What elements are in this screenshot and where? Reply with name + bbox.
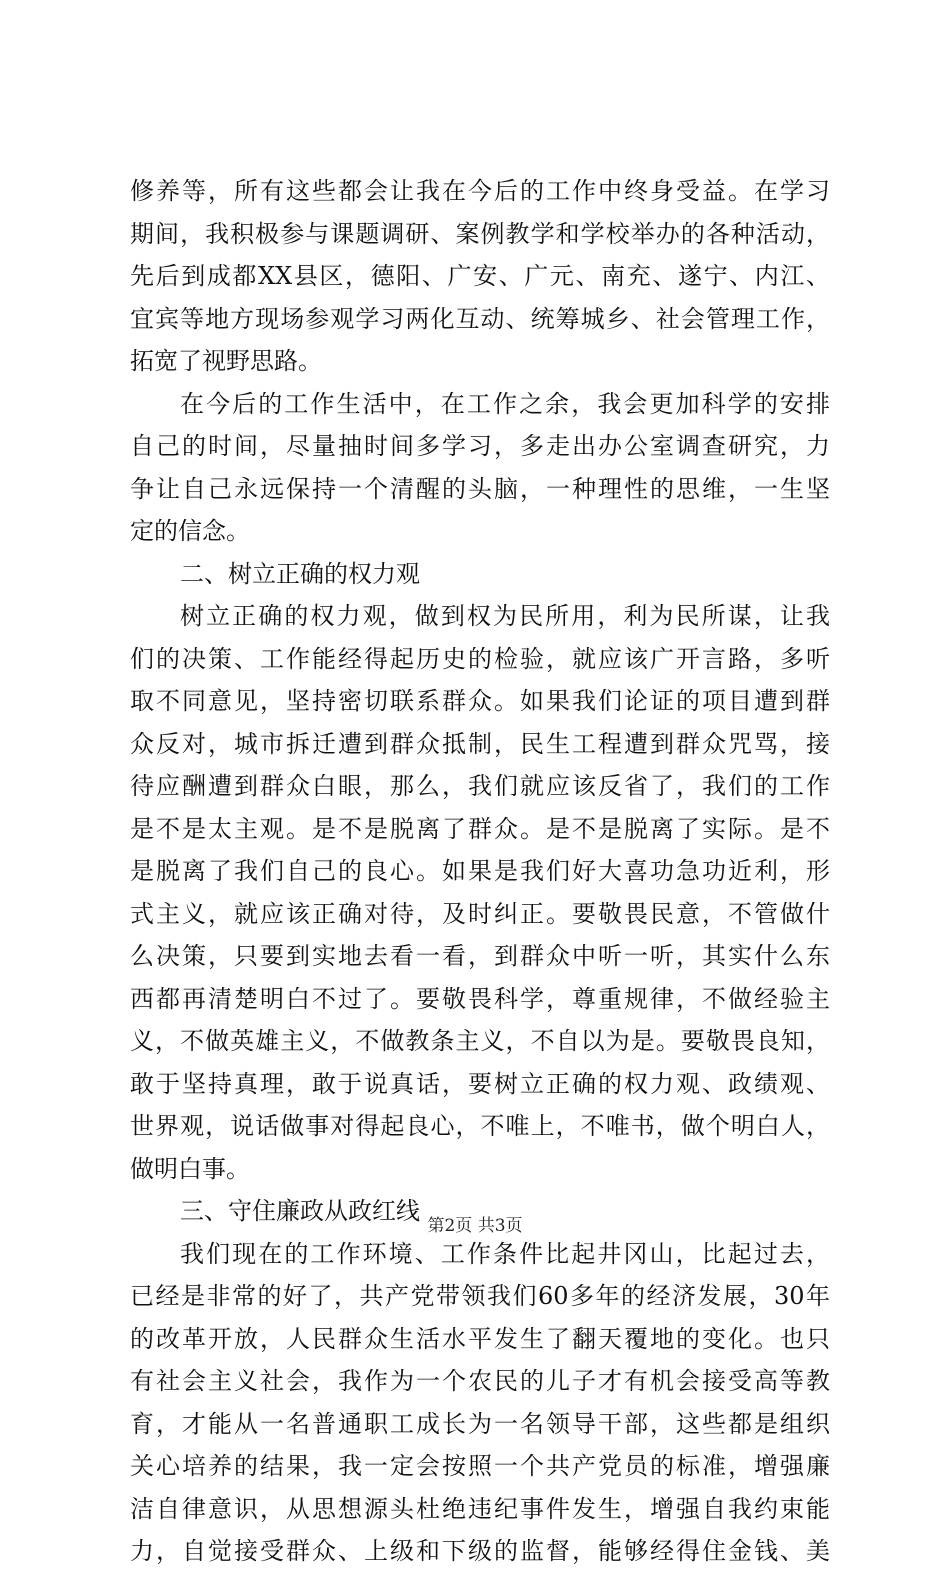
text-line: 的改革开放，人民群众生活水平发生了翻天覆地的变化。也只 [130, 1324, 830, 1353]
text-line: 是不是太主观。是不是脱离了群众。是不是脱离了实际。是不 [130, 814, 830, 843]
body-text [130, 170, 830, 1573]
text-line: 拓宽了视野思路。 [130, 347, 322, 375]
text-line: 们的决策、工作能经得起历史的检验，就应该广开言路，多听 [130, 644, 830, 673]
text-line: 宜宾等地方现场参观学习两化互动、统筹城乡、社会管理工作， [130, 304, 830, 333]
text-line: 力，自觉接受群众、上级和下级的监督，能够经得住金钱、美 [130, 1537, 830, 1565]
text-line: 敢于坚持真理，敢于说真话，要树立正确的权力观、政绩观、 [130, 1069, 830, 1098]
text-line: 先后到成都XX县区，德阳、广安、广元、南充、遂宁、内江、 [130, 262, 830, 290]
text-line: 西都再清楚明白不过了。要敬畏科学，尊重规律，不做经验主 [130, 984, 830, 1013]
text-line: 待应酬遭到群众白眼，那么，我们就应该反省了，我们的工作 [130, 772, 830, 800]
text-line: 众反对，城市拆迁遭到群众抵制，民生工程遭到群众咒骂，接 [130, 729, 830, 758]
text-line: 式主义，就应该正确对待，及时纠正。要敬畏民意，不管做什 [130, 899, 830, 928]
paragraph-first-line: 在今后的工作生活中，在工作之余，我会更加科学的安排 [180, 389, 830, 418]
text-line: 争让自己永远保持一个清醒的头脑，一种理性的思维，一生坚 [130, 474, 830, 503]
text-line: 有社会主义社会，我作为一个农民的儿子才有机会接受高等教 [130, 1367, 830, 1395]
text-line: 义，不做英雄主义，不做教条主义，不自以为是。要敬畏良知， [130, 1027, 830, 1055]
text-line: 关心培养的结果，我一定会按照一个共产党员的标准，增强廉 [130, 1452, 830, 1480]
text-line: 育，才能从一名普通职工成长为一名领导干部，这些都是组织 [130, 1409, 830, 1438]
text-line: 是脱离了我们自己的良心。如果是我们好大喜功急功近利，形 [130, 857, 830, 885]
section-heading-integrity: 三、守住廉政从政红线 [180, 1197, 420, 1225]
paragraph-first-line: 我们现在的工作环境、工作条件比起井冈山，比起过去， [180, 1239, 830, 1268]
text-line: 么决策，只要到实地去看一看，到群众中听一听，其实什么东 [130, 942, 830, 970]
page-number-footer: 第2页 共3页 [427, 1216, 523, 1236]
text-line: 世界观，说话做事对得起良心，不唯上，不唯书，做个明白人， [130, 1112, 830, 1140]
text-line: 定的信念。 [130, 517, 250, 545]
text-line: 自己的时间，尽量抽时间多学习，多走出办公室调查研究，力 [130, 432, 830, 460]
text-line: 做明白事。 [130, 1154, 250, 1183]
text-line: 取不同意见，坚持密切联系群众。如果我们论证的项目遭到群 [130, 687, 830, 715]
section-heading-power: 二、树立正确的权力观 [180, 559, 420, 588]
paragraph-first-line: 树立正确的权力观，做到权为民所用，利为民所谋，让我 [180, 602, 830, 630]
text-line: 修养等，所有这些都会让我在今后的工作中终身受益。在学习 [130, 177, 830, 205]
text-line: 已经是非常的好了，共产党带领我们60多年的经济发展，30年 [130, 1282, 830, 1310]
text-line: 洁自律意识，从思想源头杜绝违纪事件发生，增强自我约束能 [130, 1494, 830, 1523]
text-line: 期间，我积极参与课题调研、案例教学和学校举办的各种活动， [130, 219, 830, 248]
